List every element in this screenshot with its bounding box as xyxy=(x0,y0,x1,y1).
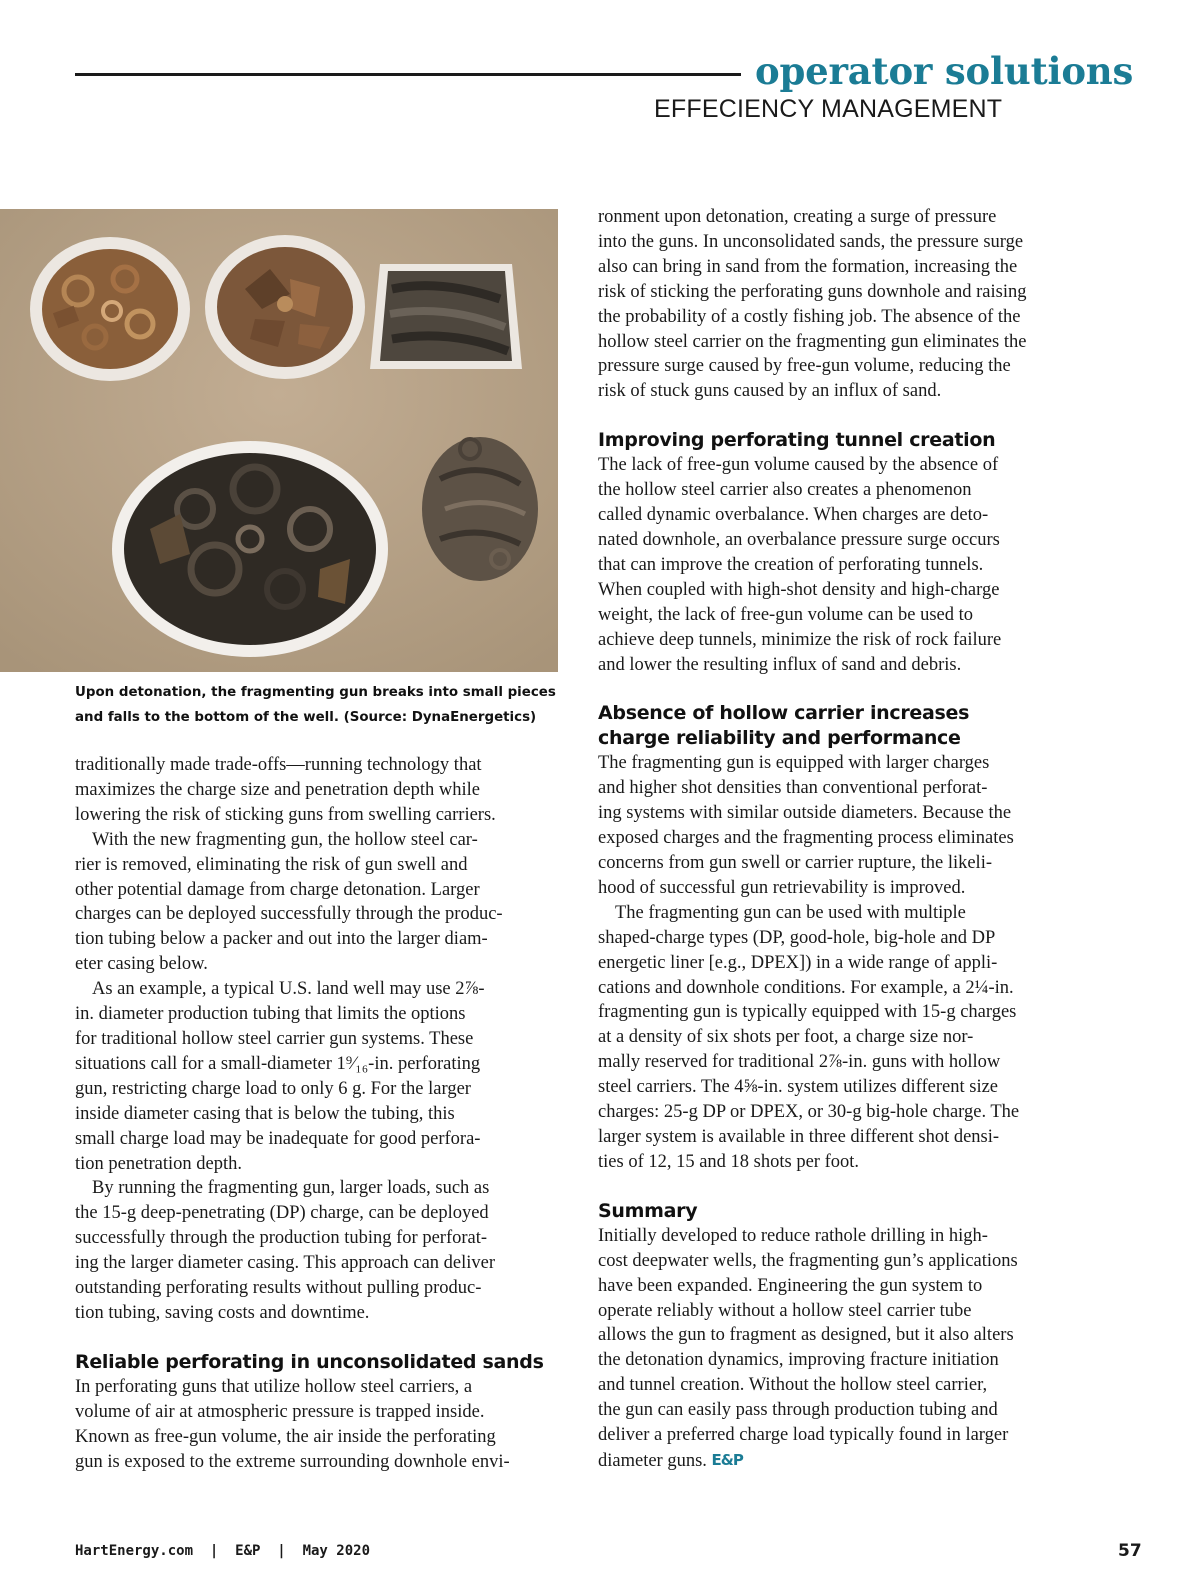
text-line: diameter guns. xyxy=(598,1450,707,1471)
section-heading: Reliable perforating in unconsolidated sands xyxy=(75,1350,544,1373)
text-line: exposed charges and the fragmenting process eliminates xyxy=(598,828,1014,849)
text-line: rier is removed, eliminating the risk of gun swell and xyxy=(75,854,468,875)
text-line: have been expanded. Engineering the gun system to xyxy=(598,1275,983,1296)
text-line: Known as free-gun volume, the air inside the perforating xyxy=(75,1426,496,1447)
text-line: situations call for a small-diameter 1⁹⁄₁₆-in. perforating xyxy=(75,1053,481,1074)
text-line: risk of sticking the perforating guns downhole and raising xyxy=(598,281,1027,302)
text-line: In perforating guns that utilize hollow steel carriers, a xyxy=(75,1376,473,1397)
text-line: in. diameter production tubing that limits the options xyxy=(75,1004,466,1025)
text-line: lowering the risk of sticking guns from swelling carriers. xyxy=(75,804,496,825)
text-line: nated downhole, an overbalance pressure surge occurs xyxy=(598,529,1000,550)
left-column xyxy=(75,753,565,1474)
caption-line: and falls to the bottom of the well. (Source: DynaEnergetics) xyxy=(75,710,537,725)
text-line: As an example, a typical U.S. land well may use 2⅞- xyxy=(92,979,485,1000)
text-line: volume of air at atmospheric pressure is trapped inside. xyxy=(75,1401,485,1422)
text-line: tion tubing below a packer and out into the larger diam- xyxy=(75,929,488,950)
text-line: steel carriers. The 4⅝-in. system utilizes different size xyxy=(598,1077,999,1098)
text-line: maximizes the charge size and penetration depth while xyxy=(75,779,480,800)
text-line: By running the fragmenting gun, larger loads, such as xyxy=(92,1178,490,1199)
text-line: at a density of six shots per foot, a charge size nor- xyxy=(598,1027,974,1048)
text-line: charges: 25-g DP or DPEX, or 30-g big-hole charge. The xyxy=(598,1102,1020,1123)
text-line: The fragmenting gun is equipped with larger charges xyxy=(598,753,990,774)
text-line: fragmenting gun is typically equipped with 15-g charges xyxy=(598,1002,1017,1023)
text-line: tion penetration depth. xyxy=(75,1153,242,1174)
text-line: Initially developed to reduce rathole drilling in high- xyxy=(598,1225,988,1246)
text-line-last xyxy=(598,1448,1098,1474)
text-line: and higher shot densities than conventional perforat- xyxy=(598,778,988,799)
plate-rusted-rings xyxy=(30,237,190,381)
page-number: 57 xyxy=(1118,1541,1142,1561)
text-line: weight, the lack of free-gun volume can be used to xyxy=(598,604,974,625)
text-line: other potential damage from charge detonation. Larger xyxy=(75,879,480,900)
platter-fragments xyxy=(112,441,388,657)
text-line: larger system is available in three different shot densi- xyxy=(598,1127,1000,1147)
text-line: mally reserved for traditional 2⅞-in. guns with hollow xyxy=(598,1052,1001,1073)
fragment-pile xyxy=(422,437,538,581)
text-line: inside diameter casing that is below the tubing, this xyxy=(75,1103,455,1124)
text-line: ties of 12, 15 and 18 shots per foot. xyxy=(598,1151,860,1172)
text-line: pressure surge caused by free-gun volume, reducing the xyxy=(598,356,1011,377)
text-line: the gun can easily pass through production tubing and xyxy=(598,1400,998,1421)
text-line: ing the larger diameter casing. This approach can deliver xyxy=(75,1253,496,1274)
text-line: hood of successful gun retrievability is improved. xyxy=(598,877,966,898)
section-heading: Summary xyxy=(598,1199,698,1222)
text-line: into the guns. In unconsolidated sands, the pressure surge xyxy=(598,231,1024,252)
section-subtitle: EFFECIENCY MANAGEMENT xyxy=(654,95,1003,123)
text-line: eter casing below. xyxy=(75,954,208,975)
text-line: the probability of a costly fishing job. The absence of the xyxy=(598,306,1021,327)
text-line: the 15-g deep-penetrating (DP) charge, can be deployed xyxy=(75,1203,489,1224)
text-line: cost deepwater wells, the fragmenting gun’s applications xyxy=(598,1250,1018,1271)
text-line: With the new fragmenting gun, the hollow steel car- xyxy=(92,829,478,850)
text-line: the detonation dynamics, improving fracture initiation xyxy=(598,1350,999,1371)
section-heading: Improving perforating tunnel creation xyxy=(598,429,996,452)
text-line: tion tubing, saving costs and downtime. xyxy=(75,1302,370,1323)
text-line: energetic liner [e.g., DPEX]) in a wide range of appli- xyxy=(598,952,998,973)
text-line: gun is exposed to the extreme surrounding downhole envi- xyxy=(75,1451,510,1472)
header-rule xyxy=(75,73,741,76)
text-line: The lack of free-gun volume caused by the absence of xyxy=(598,455,999,476)
text-line: When coupled with high-shot density and high-charge xyxy=(598,579,1000,600)
text-line: and lower the resulting influx of sand and debris. xyxy=(598,654,962,675)
text-line: and tunnel creation. Without the hollow steel carrier, xyxy=(598,1375,988,1396)
footer-credit: HartEnergy.com | E&P | May 2020 xyxy=(75,1543,371,1559)
text-line: small charge load may be inadequate for good perfora- xyxy=(75,1128,481,1149)
text-line: successfully through the production tubing for perforat- xyxy=(75,1228,488,1249)
text-line: ing systems with similar outside diameters. Because the xyxy=(598,803,1012,824)
text-line: charges can be deployed successfully through the produc- xyxy=(75,904,503,925)
text-line: cations and downhole conditions. For example, a 2¼-in. xyxy=(598,977,1014,998)
text-line: for traditional hollow steel carrier gun systems. These xyxy=(75,1028,474,1049)
text-line: traditionally made trade-offs—running technology that xyxy=(75,755,482,775)
text-line: shaped-charge types (DP, good-hole, big-hole and DP xyxy=(598,927,996,948)
debris-photo xyxy=(0,209,558,672)
figure-caption xyxy=(75,680,565,730)
text-line: gun, restricting charge load to only 6 g. For the larger xyxy=(75,1078,471,1099)
ep-logo-icon: E&P xyxy=(711,1450,743,1469)
text-line: allows the gun to fragment as designed, but it also alters xyxy=(598,1325,1014,1346)
text-line: The fragmenting gun can be used with multiple xyxy=(615,902,966,923)
text-line: deliver a preferred charge load typically found in larger xyxy=(598,1425,1009,1446)
plate-rusted-fragments xyxy=(205,235,365,379)
text-line: outstanding perforating results without pulling produc- xyxy=(75,1278,482,1299)
right-column xyxy=(598,205,1098,1474)
section-title: operator solutions xyxy=(755,49,1134,93)
text-line: operate reliably without a hollow steel carrier tube xyxy=(598,1300,972,1321)
tray-dark-fragments xyxy=(370,264,522,369)
text-line: hollow steel carrier on the fragmenting gun eliminates the xyxy=(598,331,1027,352)
text-line: that can improve the creation of perforating tunnels. xyxy=(598,554,984,575)
section-heading: charge reliability and performance xyxy=(598,727,961,750)
text-line: risk of stuck guns caused by an influx of sand. xyxy=(598,381,942,402)
text-line: achieve deep tunnels, minimize the risk of rock failure xyxy=(598,629,1002,650)
text-line: ronment upon detonation, creating a surge of pressure xyxy=(598,207,997,227)
section-heading: Absence of hollow carrier increases xyxy=(598,702,970,725)
caption-line: Upon detonation, the fragmenting gun breaks into small pieces xyxy=(75,685,556,700)
text-line: concerns from gun swell or carrier rupture, the likeli- xyxy=(598,853,993,874)
text-line: the hollow steel carrier also creates a phenomenon xyxy=(598,480,972,501)
text-line: called dynamic overbalance. When charges are deto- xyxy=(598,505,989,526)
text-line: also can bring in sand from the formation, increasing the xyxy=(598,256,1018,277)
